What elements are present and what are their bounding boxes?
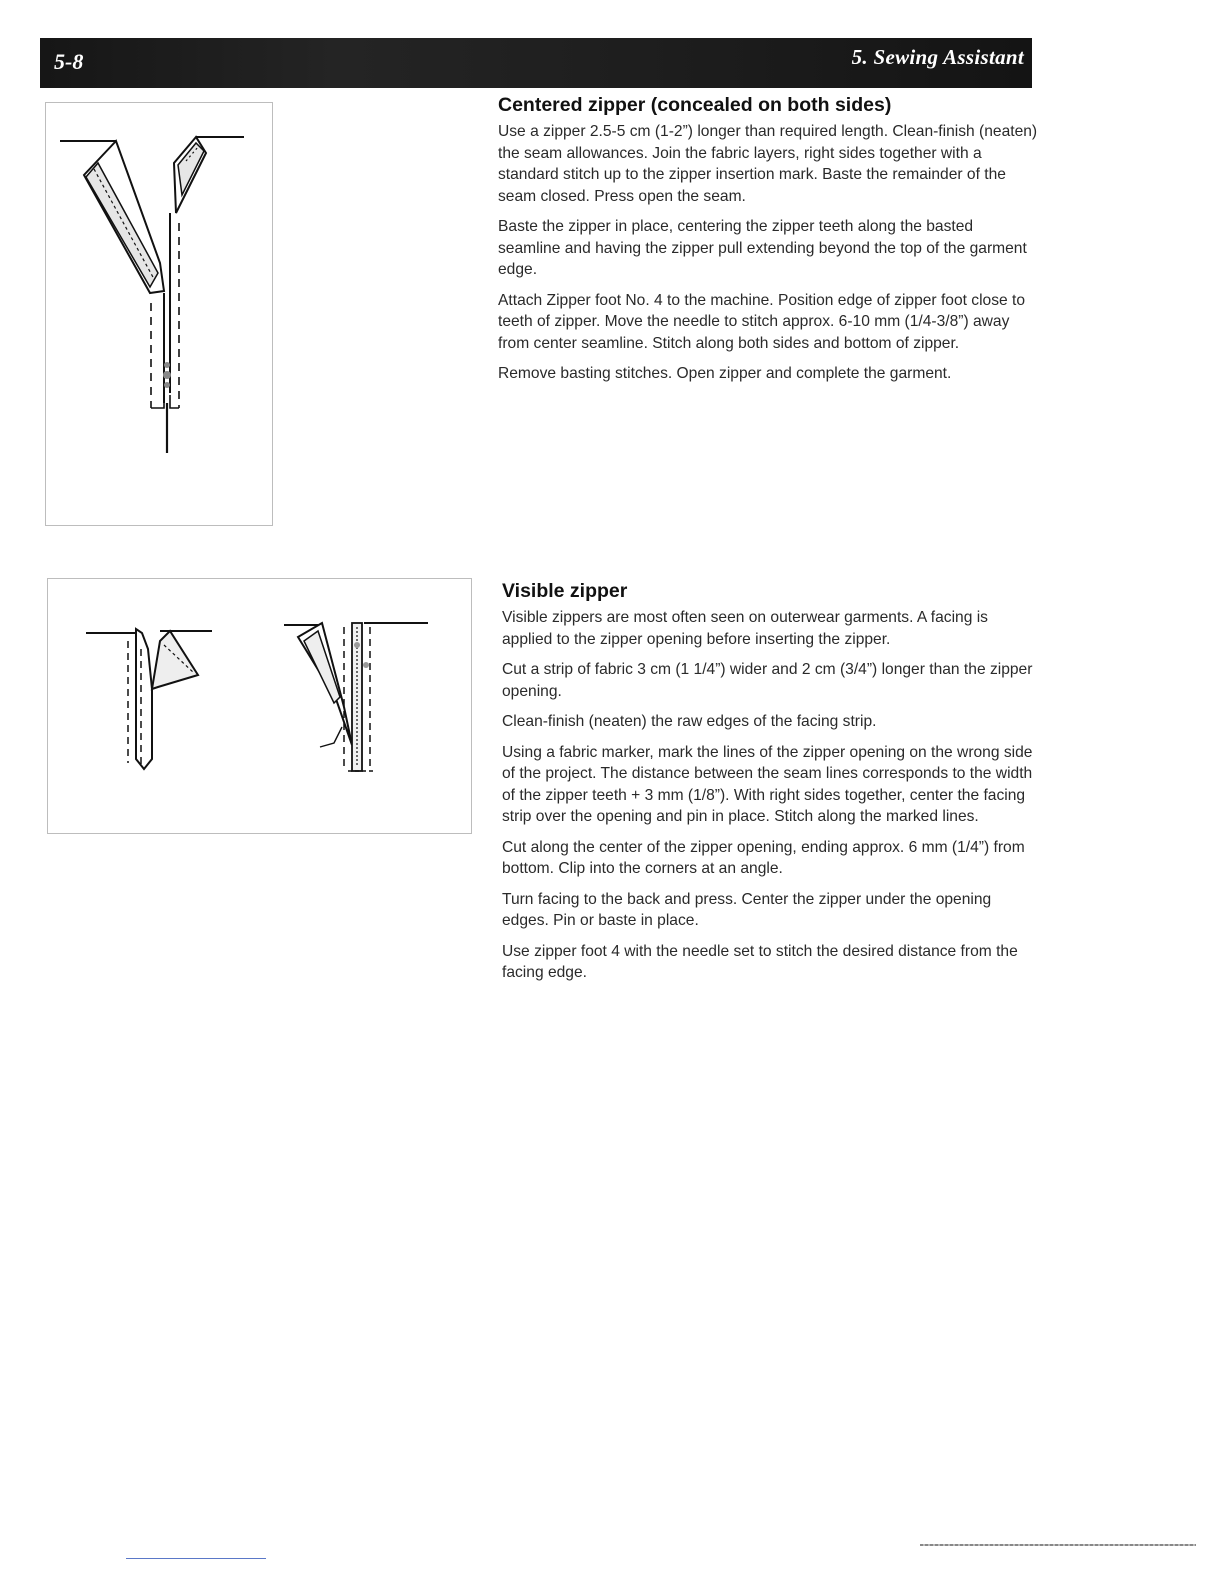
section-title: Centered zipper (concealed on both sides) — [498, 94, 892, 116]
visible-zipper-illustration — [47, 578, 472, 834]
centered-zipper-section — [498, 94, 1038, 394]
paragraph: Clean-finish (neaten) the raw edges of the facing strip. — [502, 713, 877, 730]
paragraph: Baste the zipper in place, centering the zipper teeth along the basted seamline and having the zipper pull extending beyond the top of the garment edge. — [498, 218, 1027, 278]
header-bar — [40, 38, 1032, 88]
chapter-title: 5. Sewing Assistant — [851, 45, 1024, 69]
paragraph: Turn facing to the back and press. Center the zipper under the opening edges. Pin or baste in place. — [502, 890, 992, 929]
page-number: 5-8 — [54, 49, 84, 74]
paragraph: Visible zippers are most often seen on outerwear garments. A facing is applied to the zipper opening before inserting the zipper. — [502, 609, 988, 648]
paragraph: Cut a strip of fabric 3 cm (1 1/4”) wider and 2 cm (3/4”) longer than the zipper opening. — [502, 661, 1033, 700]
paragraph: Cut along the center of the zipper opening, ending approx. 6 mm (1/4”) from bottom. Clip into the corners at an angle. — [502, 838, 1025, 877]
footer-scan-artifact — [920, 1544, 1196, 1546]
paragraph: Using a fabric marker, mark the lines of the zipper opening on the wrong side of the project. The distance between the seam lines corresponds to the width of the zipper teeth + 3 mm (1/8”). With right sides together, center the facing strip over the opening and pin in place. Stitch along the marked lines. — [502, 743, 1033, 825]
section-title: Visible zipper — [502, 580, 628, 602]
paragraph: Use zipper foot 4 with the needle set to stitch the desired distance from the facing edge. — [502, 942, 1018, 981]
paragraph: Attach Zipper foot No. 4 to the machine. Position edge of zipper foot close to teeth of zipper. Move the needle to stitch approx. 6-10 mm (1/4-3/8”) away from center seamline. Stitch along both sides and bottom of zipper. — [498, 291, 1026, 352]
footer-rule — [126, 1558, 266, 1559]
visible-zipper-section — [502, 580, 1042, 993]
paragraph: Use a zipper 2.5-5 cm (1-2”) longer than required length. Clean-finish (neaten) the seam allowances. Join the fabric layers, right sides together with a standard stitch up to the zipper insertion mark. Baste the remainder of the seam closed. Press open the seam. — [498, 123, 1038, 205]
paragraph: Remove basting stitches. Open zipper and complete the garment. — [498, 365, 952, 382]
centered-zipper-illustration — [45, 102, 273, 526]
